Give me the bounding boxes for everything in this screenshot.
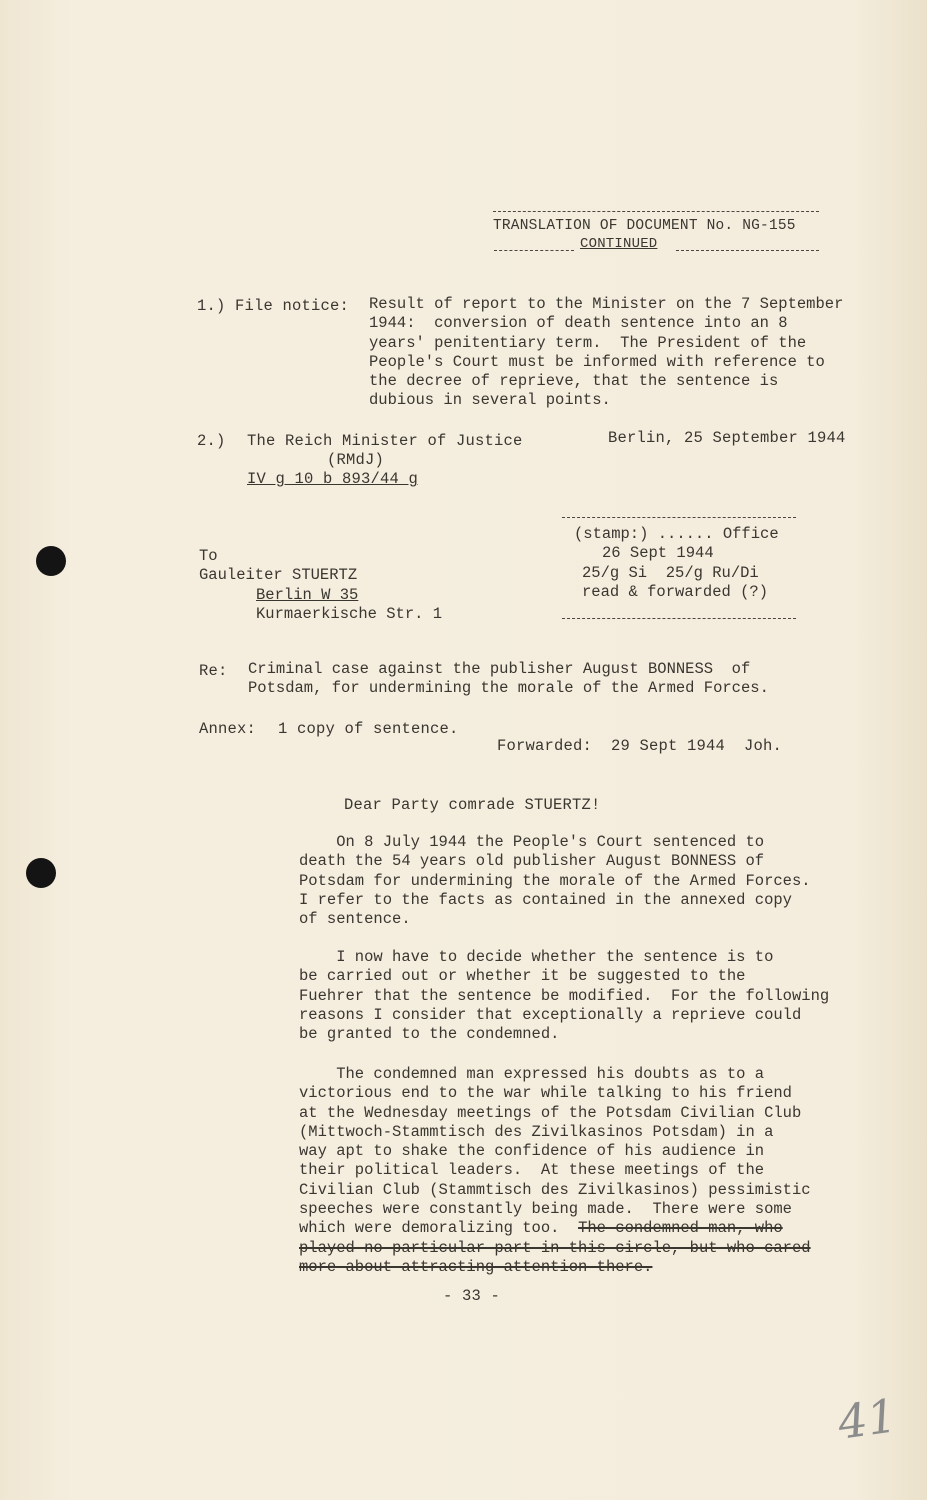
forwarded-note: Forwarded: 29 Sept 1944 Joh. — [497, 737, 783, 755]
stamp-line: (stamp:) ...... Office — [574, 525, 779, 543]
stamp-text — [574, 525, 779, 602]
re-text — [248, 660, 769, 699]
struck-line: The condemned man, who — [578, 1219, 783, 1238]
addressee-line: To — [199, 547, 218, 565]
file-notice-line: Result of report to the Minister on the 7 September — [369, 295, 844, 313]
place-date: Berlin, 25 September 1944 — [608, 429, 846, 447]
body-line: I now have to decide whether the sentence is to — [299, 948, 774, 966]
body-line: On 8 July 1944 the People's Court sentenced to — [299, 833, 765, 851]
punch-hole-top — [36, 546, 66, 576]
file-notice-line: People's Court must be informed with reference to — [369, 352, 825, 371]
annex-label: Annex: — [199, 720, 257, 738]
file-notice-text — [369, 295, 843, 411]
stamp-line: 26 Sept 1944 — [602, 544, 714, 563]
body-line: of sentence. — [299, 910, 411, 929]
re-line: Criminal case against the publisher August BONNESS of — [248, 660, 751, 678]
body-paragraph-3 — [299, 1065, 811, 1277]
body-line: death the 54 years old publisher August BONNESS of — [299, 852, 765, 871]
sender-abbrev: (RMdJ) — [327, 451, 385, 469]
body-line: way apt to shake the confidence of his audience in — [299, 1142, 765, 1161]
body-line: victorious end to the war while talking to his friend — [299, 1084, 792, 1103]
re-label: Re: — [199, 662, 228, 680]
body-line: Civilian Club (Stammtisch des Zivilkasinos) pessimistic — [299, 1180, 811, 1199]
header-rule-top — [493, 211, 819, 212]
annex-text: 1 copy of sentence. — [278, 720, 459, 738]
body-line: I refer to the facts as contained in the annexed copy — [299, 890, 792, 909]
body-line: which were demoralizing too. — [299, 1219, 560, 1238]
body-line: Fuehrer that the sentence be modified. For the following — [299, 986, 830, 1005]
body-paragraph-2 — [299, 948, 829, 1044]
stamp-line: read & forwarded (?) — [582, 582, 769, 601]
header-rule-left — [494, 250, 574, 251]
body-line: Potsdam for undermining the morale of the Armed Forces. — [299, 871, 811, 890]
document-title: TRANSLATION OF DOCUMENT No. NG-155 — [493, 218, 796, 234]
body-line: be carried out or whether it be suggested to the — [299, 967, 746, 986]
salutation: Dear Party comrade STUERTZ! — [344, 796, 601, 814]
body-line: speeches were constantly being made. There were some — [299, 1200, 792, 1219]
body-line: their political leaders. At these meetings of the — [299, 1161, 765, 1180]
header-rule-right — [676, 250, 819, 251]
folio-number: 41 — [834, 1388, 901, 1450]
sender-name: The Reich Minister of Justice — [247, 432, 523, 450]
struck-line: played no particular part in this circle, but who cared — [299, 1238, 811, 1257]
re-line: Potsdam, for undermining the morale of the Armed Forces. — [248, 679, 769, 698]
body-line: be granted to the condemned. — [299, 1025, 560, 1044]
addressee-line: Kurmaerkische Str. 1 — [256, 604, 443, 623]
file-notice-line: dubious in several points. — [369, 391, 611, 410]
page-number: - 33 - — [443, 1287, 501, 1305]
addressee-block — [199, 547, 442, 624]
addressee-line: Gauleiter STUERTZ — [199, 566, 358, 585]
file-notice-label: 1.) File notice: — [197, 297, 350, 315]
body-line: reasons I consider that exceptionally a reprieve could — [299, 1005, 802, 1024]
document-subtitle: CONTINUED — [580, 236, 658, 252]
addressee-line: Berlin W 35 — [256, 585, 359, 604]
file-notice-line: years' penitentiary term. The President of the — [369, 333, 807, 352]
file-notice-line: 1944: conversion of death sentence into an 8 — [369, 314, 788, 333]
body-line: The condemned man expressed his doubts as to a — [299, 1065, 765, 1083]
body-line: (Mittwoch-Stammtisch des Zivilkasinos Potsdam) in a — [299, 1122, 774, 1141]
punch-hole-bottom — [26, 858, 56, 888]
stamp-line: 25/g Si 25/g Ru/Di — [582, 563, 759, 582]
file-notice-line: the decree of reprieve, that the sentence is — [369, 372, 779, 391]
body-paragraph-1 — [299, 833, 811, 929]
body-line: at the Wednesday meetings of the Potsdam Civilian Club — [299, 1103, 802, 1122]
struck-line: more about attracting attention there. — [299, 1257, 653, 1276]
item2-label: 2.) — [197, 432, 226, 450]
file-reference: IV g 10 b 893/44 g — [247, 470, 419, 488]
